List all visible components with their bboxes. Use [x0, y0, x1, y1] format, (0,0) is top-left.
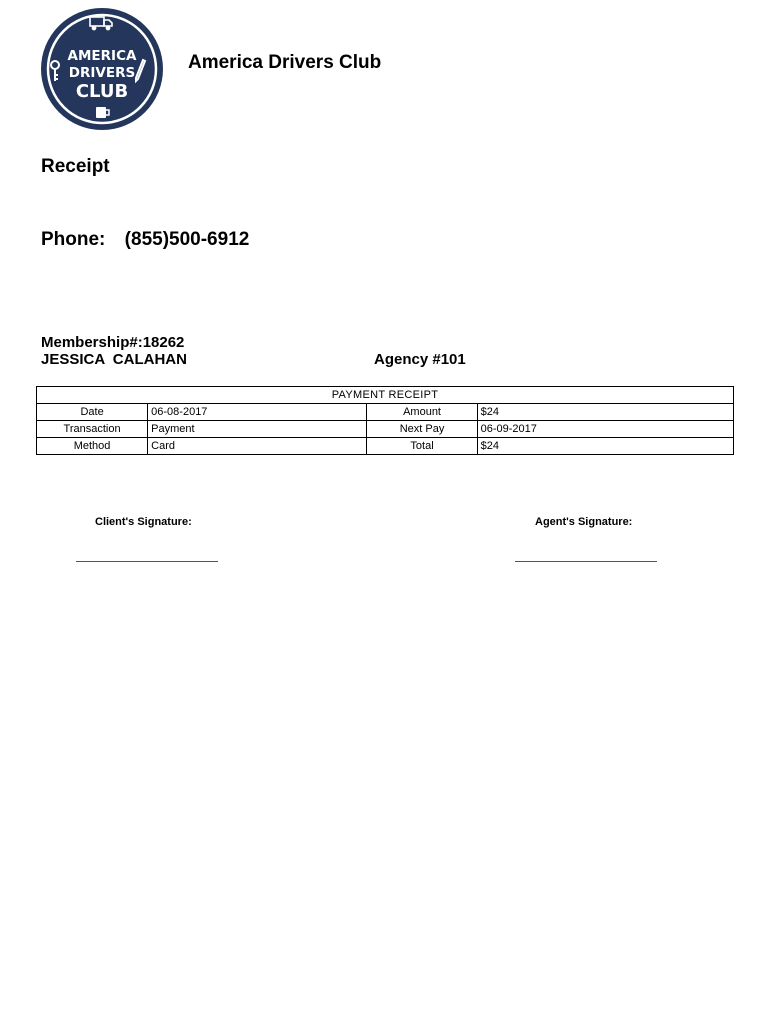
logo-line-1: AMERICA	[67, 48, 137, 64]
table-row	[37, 404, 734, 421]
payment-receipt-table	[36, 386, 734, 455]
receipt-title: Receipt	[41, 156, 110, 177]
row-label: Transaction	[37, 421, 148, 438]
row-value: Card	[148, 438, 367, 455]
row-label: Method	[37, 438, 148, 455]
payment-receipt-title: PAYMENT RECEIPT	[37, 387, 734, 404]
row-value: 06-09-2017	[477, 421, 733, 438]
america-drivers-club-logo	[40, 7, 164, 131]
member-name: JESSICA CALAHAN	[41, 351, 187, 368]
phone-label: Phone:	[41, 229, 106, 250]
agency-number: Agency #101	[374, 351, 466, 368]
membership-number: Membership#:18262	[41, 334, 185, 351]
row-value: $24	[477, 438, 733, 455]
table-row	[37, 438, 734, 455]
agent-signature-line	[515, 561, 657, 562]
row-label: Next Pay	[367, 421, 477, 438]
row-label: Amount	[367, 404, 477, 421]
phone-number: (855)500-6912	[124, 229, 250, 250]
logo-line-3: CLUB	[75, 81, 129, 102]
agent-signature-label: Agent's Signature:	[535, 516, 633, 528]
row-label: Date	[37, 404, 148, 421]
phone-row	[41, 229, 249, 251]
logo-line-2: DRIVERS	[68, 65, 136, 81]
table-header-row	[37, 387, 734, 404]
client-signature-label: Client's Signature:	[95, 516, 192, 528]
row-value: 06-08-2017	[148, 404, 367, 421]
client-signature-line	[76, 561, 218, 562]
row-value: $24	[477, 404, 733, 421]
table-row	[37, 421, 734, 438]
row-label: Total	[367, 438, 477, 455]
row-value: Payment	[148, 421, 367, 438]
club-name: America Drivers Club	[188, 52, 382, 73]
